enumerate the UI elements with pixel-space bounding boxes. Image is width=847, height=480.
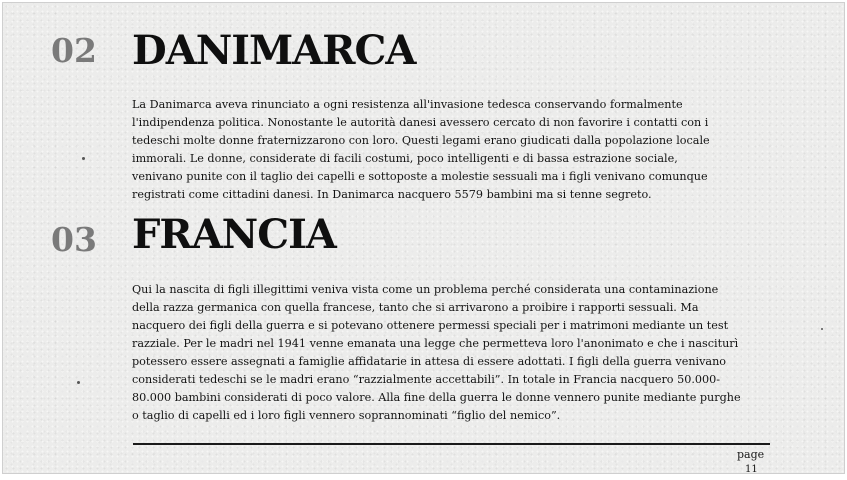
paragraph-line: della razza germanica con quella francese, tanto che si arrivarono a proibire i rapporti sessuali. Ma [132, 301, 699, 314]
paper-speck [77, 381, 80, 384]
paragraph-line: registrati come cittadini danesi. In Danimarca nacquero 5579 bambini ma si tenne segreto. [132, 188, 652, 201]
section-title: FRANCIA [132, 211, 336, 258]
section-title: DANIMARCA [132, 27, 416, 74]
footer-divider [133, 443, 770, 445]
section-number: 03 [51, 220, 97, 259]
paragraph-line: considerati tedeschi se le madri erano “razzialmente accettabili”. In totale in Francia nacquero 50.000- [132, 373, 721, 386]
document-page [2, 2, 845, 474]
section-paragraph [132, 96, 772, 204]
paragraph-line: o taglio di capelli ed i loro figli vennero soprannominati “figlio del nemico”. [132, 409, 561, 422]
section-paragraph [132, 281, 772, 425]
paragraph-line: tedeschi molte donne fraternizzarono con loro. Questi legami erano giudicati dalla popolazione locale [132, 134, 710, 147]
paragraph-line: nacquero dei figli della guerra e si potevano ottenere permessi speciali per i matrimoni mediante un test [132, 319, 729, 332]
paragraph-line: 80.000 bambini considerati di poco valore. Alla fine della guerra le donne vennero punite mediante purghe [132, 391, 741, 404]
paragraph-line: razziale. Per le madri nel 1941 venne emanata una legge che permetteva loro l'anonimato e che i nasciturì [132, 337, 739, 350]
page-label: page [737, 448, 765, 461]
paragraph-line: venivano punite con il taglio dei capelli e sottoposte a molestie sessuali ma i figli venivano comunque [132, 170, 708, 183]
paragraph-line: l'indipendenza politica. Nonostante le autorità danesi avessero cercato di non favorire i contatti con i [132, 116, 709, 129]
paragraph-line: La Danimarca aveva rinunciato a ogni resistenza all'invasione tedesca conservando formalmente [132, 98, 683, 111]
page-number: 11 [745, 464, 758, 474]
paper-speck [821, 328, 823, 330]
paragraph-line: potessero essere assegnati a famiglie affidatarie in attesa di essere adottati. I figli della guerra venivano [132, 355, 727, 368]
paragraph-line: Qui la nascita di figli illegittimi veniva vista come un problema perché considerata una contaminazione [132, 283, 719, 296]
paper-speck [82, 157, 85, 160]
paragraph-line: immorali. Le donne, considerate di facili costumi, poco intelligenti e di bassa estrazione sociale, [132, 152, 678, 165]
section-number: 02 [51, 31, 97, 70]
